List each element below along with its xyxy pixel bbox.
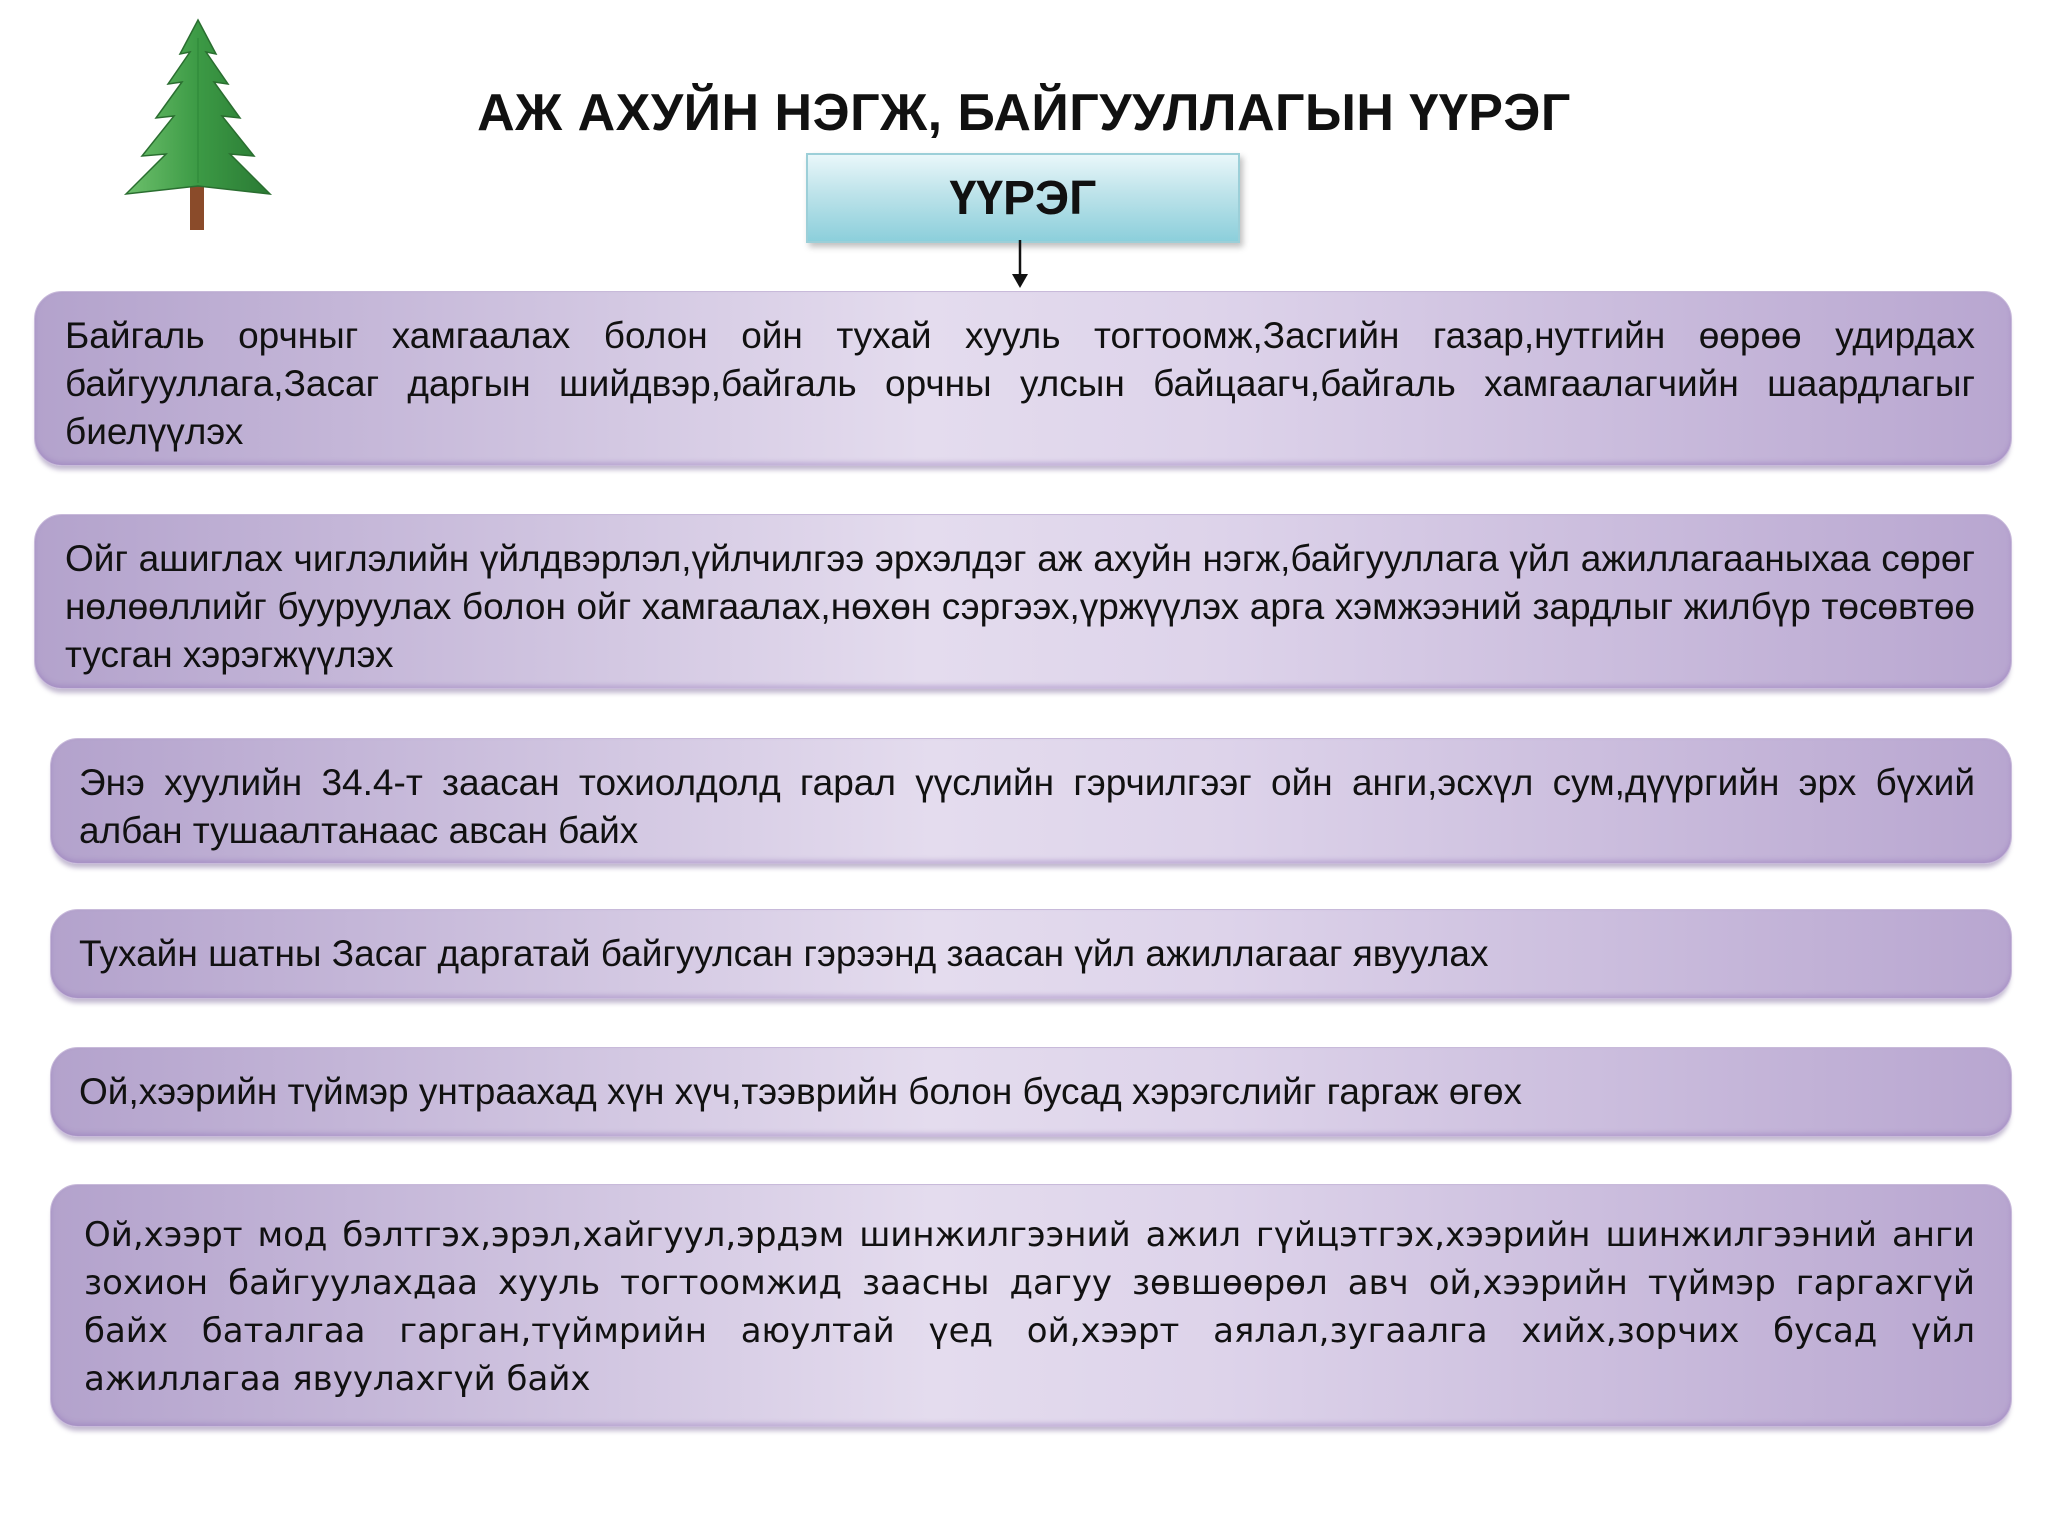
duty-text: Ой,хээрийн түймэр унтраахад хүн хүч,тээврийн болон бусад хэрэгслийг гаргаж өгөх <box>79 1071 1522 1112</box>
duty-item-1 <box>34 291 2012 466</box>
duty-text: Тухайн шатны Засаг даргатай байгуулсан гэрээнд заасан үйл ажиллагааг явуулах <box>79 933 1489 974</box>
duty-item-5 <box>50 1047 2012 1137</box>
page-title-text: АЖ АХУЙН НЭГЖ, БАЙГУУЛЛАГЫН ҮҮРЭГ <box>477 84 1571 142</box>
duty-text: Энэ хуулийн 34.4-т заасан тохиолдолд гарал үүслийн гэрчилгээг ойн анги,эсхүл сум,дүүргийн эрх бүхий албан тушаалтанаас авсан байх <box>79 762 1975 851</box>
role-header-label: ҮҮРЭГ <box>949 171 1097 225</box>
duty-item-4 <box>50 909 2012 999</box>
arrow-down-icon <box>1018 240 1022 288</box>
duty-item-2 <box>34 514 2012 689</box>
page-title <box>0 78 2048 148</box>
duty-text: Ой,хээрт мод бэлтгэх,эрэл,хайгуул,эрдэм шинжилгээний ажил гүйцэтгэх,хээрийн шинжилгээний анги зохион байгуулахдаа хууль тогтоомжид заасны дагуу зөвшөөрөл авч ой,хээрийн түймэр гаргахгүй байх баталгаа гарган,түймрийн аюултай үед ой,хээрт аялал,зугаалга хийх,зорчих бусад үйл ажиллагаа явуулахгүй байх <box>84 1215 1975 1399</box>
duty-text: Ойг ашиглах чиглэлийн үйлдвэрлэл,үйлчилгээ эрхэлдэг аж ахуйн нэгж,байгууллага үйл ажиллагааныхаа сөрөг нөлөөллийг бууруулах болон ойг хамгаалах,нөхөн сэргээх,үржүүлэх арга хэмжээний зардлыг жилбүр төсөвтөө тусган хэрэгжүүлэх <box>65 538 1975 675</box>
duty-item-6 <box>50 1184 2012 1427</box>
duty-text: Байгаль орчныг хамгаалах болон ойн тухай хууль тогтоомж,Засгийн газар,нутгийн өөрөө удирдах байгууллага,Засаг даргын шийдвэр,байгаль орчны улсын байцаагч,байгаль хамгаалагчийн шаардлагыг биелүүлэх <box>65 315 1975 452</box>
duty-item-3 <box>50 738 2012 864</box>
role-header-box <box>806 153 1240 243</box>
